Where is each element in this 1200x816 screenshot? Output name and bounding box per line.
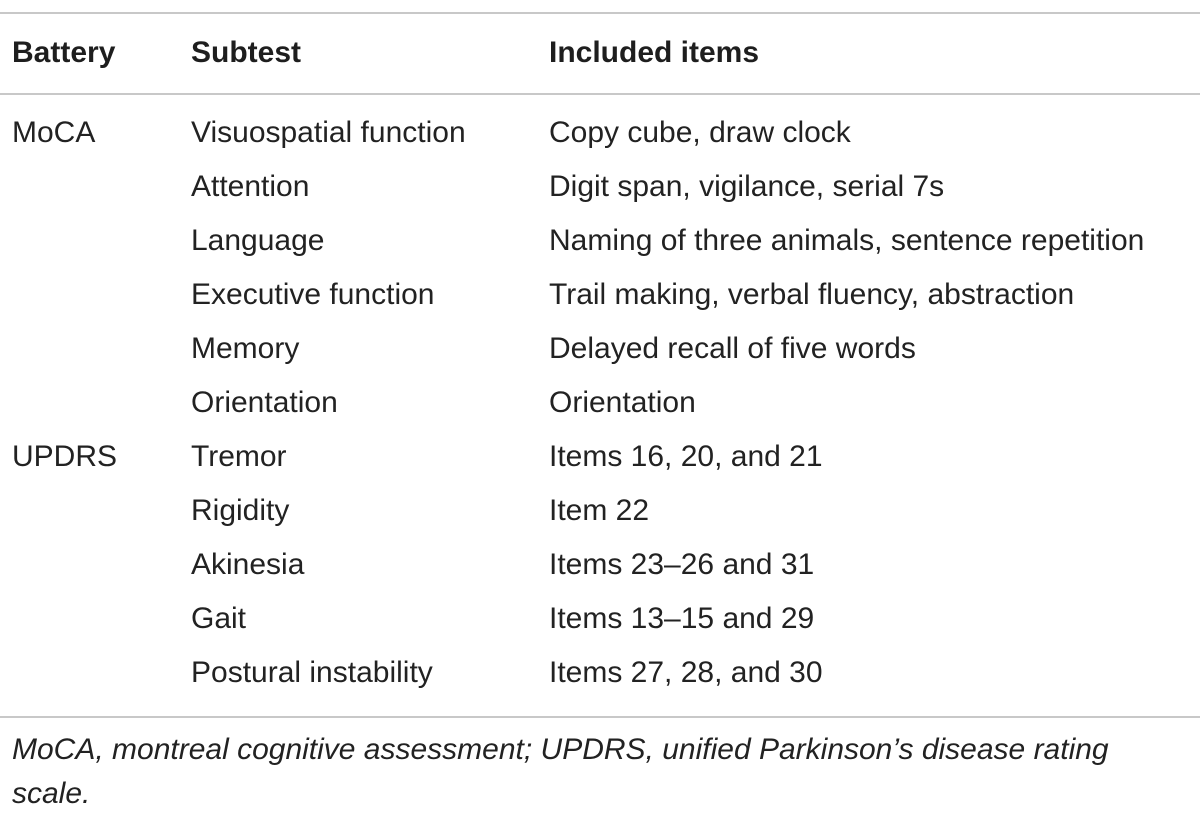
items-cell: Delayed recall of five words	[549, 332, 916, 365]
table-header	[0, 30, 1200, 76]
items-cell: Items 23–26 and 31	[549, 548, 815, 581]
table-row	[0, 650, 1200, 704]
table-row	[0, 218, 1200, 272]
table-footnote: MoCA, montreal cognitive assessment; UPDRS, unified Parkinson’s disease rating scale.	[12, 733, 1109, 810]
subtest-cell: Executive function	[191, 278, 435, 311]
items-cell: Items 27, 28, and 30	[549, 656, 823, 689]
table-row	[0, 164, 1200, 218]
items-cell: Trail making, verbal fluency, abstraction	[549, 278, 1075, 311]
table-body	[0, 110, 1200, 704]
table-row	[0, 110, 1200, 164]
subtest-cell: Postural instability	[191, 656, 433, 689]
header-battery: Battery	[12, 36, 116, 69]
subtest-cell: Visuospatial function	[191, 116, 466, 149]
table-bottom-rule	[0, 716, 1200, 718]
table-row	[0, 542, 1200, 596]
table-row	[0, 596, 1200, 650]
table-row	[0, 488, 1200, 542]
subtest-cell: Language	[191, 224, 325, 257]
battery-cell: MoCA	[12, 116, 96, 149]
items-cell: Naming of three animals, sentence repetition	[549, 224, 1145, 257]
table-row	[0, 434, 1200, 488]
items-cell: Items 13–15 and 29	[549, 602, 815, 635]
table-row	[0, 380, 1200, 434]
battery-cell: UPDRS	[12, 440, 118, 473]
table-top-rule	[0, 12, 1200, 14]
items-cell: Digit span, vigilance, serial 7s	[549, 170, 945, 203]
subtest-cell: Gait	[191, 602, 247, 635]
header-subtest: Subtest	[191, 36, 302, 69]
subtest-cell: Akinesia	[191, 548, 305, 581]
table-row	[0, 272, 1200, 326]
subtest-cell: Attention	[191, 170, 310, 203]
subtest-cell: Orientation	[191, 386, 338, 419]
items-cell: Items 16, 20, and 21	[549, 440, 823, 473]
subtest-cell: Tremor	[191, 440, 287, 473]
subtest-cell: Rigidity	[191, 494, 290, 527]
items-cell: Item 22	[549, 494, 650, 527]
header-included-items: Included items	[549, 36, 760, 69]
table-header-rule	[0, 93, 1200, 95]
subtest-cell: Memory	[191, 332, 300, 365]
items-cell: Copy cube, draw clock	[549, 116, 851, 149]
table-row	[0, 326, 1200, 380]
items-cell: Orientation	[549, 386, 696, 419]
